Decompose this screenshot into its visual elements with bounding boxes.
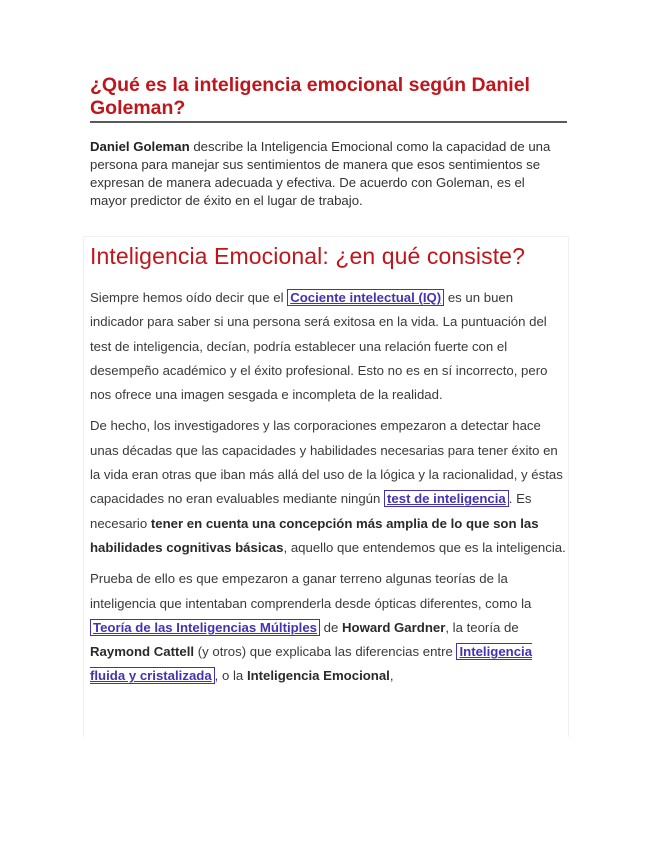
link-inteligencias-multiples[interactable]: Teoría de las Inteligencias Múltiples xyxy=(90,619,320,636)
section-heading: Inteligencia Emocional: ¿en qué consiste? xyxy=(90,243,525,269)
p2-text-2: . Es necesario xyxy=(90,491,532,531)
intro-text: describe la Inteligencia Emocional como la capacidad de una persona para manejar sus sentimientos de manera que esos sentimientos se expresan de manera adecuada y efectiva. De acuerdo con Goleman, es el mayor predictor de éxito en el lugar de trabajo. xyxy=(90,139,551,208)
p3-bold-cattell: Raymond Cattell xyxy=(90,644,195,660)
paragraph-1 xyxy=(90,286,566,407)
p3-text-5: , o la xyxy=(214,668,247,684)
p3-text-4: (y otros) que explicaba las diferencias entre xyxy=(194,644,457,660)
p3-bold-ie: Inteligencia Emocional xyxy=(246,668,390,684)
article-body xyxy=(90,286,566,696)
p3-text-1: Prueba de ello es que empezaron a ganar terreno algunas teorías de la inteligencia que intentaban comprenderla desde ópticas diferentes, como la xyxy=(90,571,532,611)
p1-text-2: es un buen indicador para saber si una persona será exitosa en la vida. La puntuación del test de inteligencia, decían, podría establecer una relación fuerte con el desempeño académico y el éxito profesional. Esto no es en sí incorrecto, pero nos ofrece una imagen sesgada e incompleta de la realidad. xyxy=(90,290,548,403)
p2-bold-1: tener en cuenta una concepción más amplia de lo que son las habilidades cognitivas básicas xyxy=(90,515,539,555)
link-cociente-intelectual[interactable]: Cociente intelectual (IQ) xyxy=(287,289,444,306)
paragraph-2 xyxy=(90,414,566,560)
p2-text-1: De hecho, los investigadores y las corporaciones empezaron a detectar hace unas décadas que las capacidades y habilidades necesarias para tener éxito en la vida eran otras que iban más allá del uso de la lógica y la racionalidad, y éstas capacidades no eran evaluables mediante ningún xyxy=(90,418,563,507)
intro-author: Daniel Goleman xyxy=(90,139,190,154)
link-inteligencia-fluida[interactable]: Inteligencia fluida y cristalizada xyxy=(90,644,533,684)
page-title: ¿Qué es la inteligencia emocional según Daniel Goleman? xyxy=(90,74,530,119)
title-divider xyxy=(90,121,567,123)
p3-text-6: , xyxy=(389,668,394,684)
paragraph-3 xyxy=(90,567,566,688)
p1-text-1: Siempre hemos oído decir que el xyxy=(90,290,288,305)
p3-text-3: , la teoría de xyxy=(445,619,519,635)
p3-bold-gardner: Howard Gardner xyxy=(342,619,446,635)
p3-text-2: de xyxy=(320,619,343,635)
p2-text-3: , aquello que entendemos que es la inteligencia. xyxy=(283,539,566,555)
link-test-inteligencia[interactable]: test de inteligencia xyxy=(384,490,509,507)
intro-paragraph xyxy=(90,138,560,210)
